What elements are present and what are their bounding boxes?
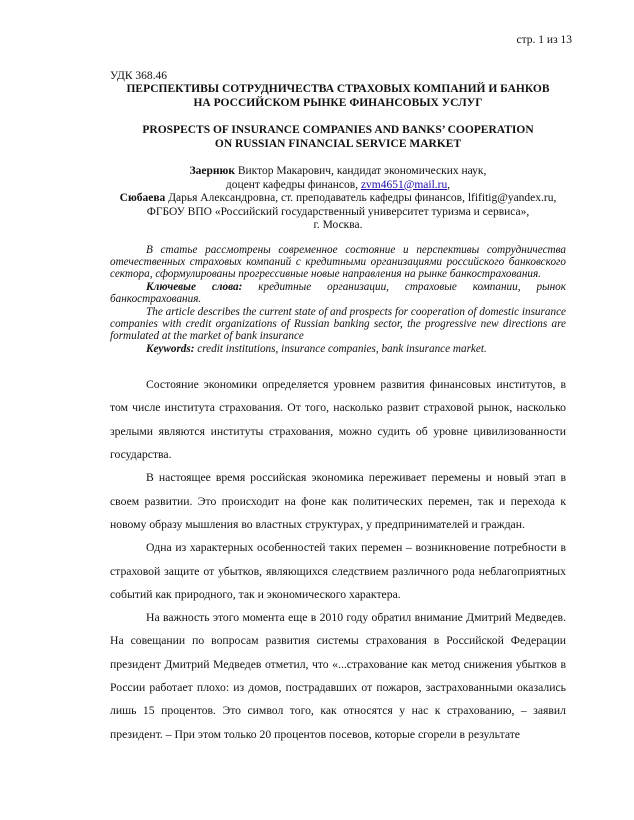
keywords-russian	[110, 281, 566, 306]
author-1-details: Виктор Макарович, кандидат экономических наук,	[234, 165, 487, 177]
keywords-english	[110, 343, 566, 355]
body-paragraph-2: В настоящее время российская экономика переживает перемены и новый этап в своем развитии. Это происходит на фоне как политических перемен, так и перехода к новому образу мышления во властных структурах, у предпринимателей и граждан.	[110, 471, 566, 531]
title-russian	[110, 83, 566, 110]
abstract-russian: В статье рассмотрены современное состояние и перспективы сотрудничества отечественных страховых компаний с кредитными организациями российского банковского сектора, сформулированы прогрессивные новые направления на рынке банкострахования.	[110, 243, 566, 281]
authors-block	[110, 165, 566, 233]
page-number: стр. 1 из 13	[516, 34, 572, 46]
keywords-russian-text: кредитные организации, страховые компании, рынок банкострахования.	[110, 280, 566, 306]
author-1	[110, 165, 566, 179]
author-2	[110, 192, 566, 206]
city: г. Москва.	[313, 219, 363, 231]
abstract	[110, 244, 566, 356]
author-1-surname: Заернюк	[189, 165, 235, 177]
author-1-email-link[interactable]: zvm4651@mail.ru	[360, 178, 448, 191]
affiliation: ФГБОУ ВПО «Российский государственный университет туризма и сервиса»,	[146, 205, 530, 218]
abstract-english: The article describes the current state of and prospects for cooperation of domestic insurance companies with credit organizations of Russian banking sector, the progressive new directions are formulated at the market of bank insurance	[110, 305, 566, 343]
keywords-russian-label: Ключевые слова:	[146, 280, 243, 293]
keywords-english-label: Keywords:	[146, 342, 195, 355]
body-paragraph-1: Состояние экономики определяется уровнем развития финансовых институтов, в том числе института страхования. От того, насколько развит страховой рынок, насколько зрелыми являются институты страхования, можно судить об уровне цивилизованности государства.	[110, 378, 566, 462]
body-paragraph-4: На важность этого момента еще в 2010 году обратил внимание Дмитрий Медведев. На совещании по вопросам развития системы страхования в Российской Федерации президент Дмитрий Медведев отметил, что «...страхование как метод снижения убытков в России работает плохо: из домов, пострадавших от пожаров, застрахованными оказались лишь 15 процентов. Это символ того, как относятся у нас к страхованию, – заявил президент. – При этом только 20 процентов посевов, которые сгорели в результате	[110, 611, 566, 741]
body-paragraph-3: Одна из характерных особенностей таких перемен – возникновение потребности в страховой защите от убытков, являющихся следствием различного рода неблагоприятных событий как природного, так и экономического характера.	[110, 541, 566, 601]
keywords-english-text: credit institutions, insurance companies, bank insurance market.	[194, 342, 487, 355]
title-russian-line: ПЕРСПЕКТИВЫ СОТРУДНИЧЕСТВА СТРАХОВЫХ КОМПАНИЙ И БАНКОВ	[126, 83, 550, 95]
author-1-position-text: доцент кафедры финансов,	[225, 178, 361, 191]
title-english-line: PROSPECTS OF INSURANCE COMPANIES AND BANKS’ COOPERATION	[142, 124, 534, 136]
title-english-line: ON RUSSIAN FINANCIAL SERVICE MARKET	[214, 137, 462, 150]
author-1-position	[110, 179, 566, 193]
body-text	[110, 373, 566, 746]
author-1-email-suffix: ,	[447, 178, 451, 191]
title-english	[110, 124, 566, 151]
article	[110, 70, 566, 746]
udk-code: УДК 368.46	[110, 70, 167, 82]
title-russian-line: НА РОССИЙСКОМ РЫНКЕ ФИНАНСОВЫХ УСЛУГ	[193, 96, 483, 109]
author-2-surname: Сюбаева	[119, 192, 166, 204]
author-2-details: Дарья Александровна, ст. преподаватель кафедры финансов, lfifitig@yandex.ru,	[165, 192, 557, 204]
